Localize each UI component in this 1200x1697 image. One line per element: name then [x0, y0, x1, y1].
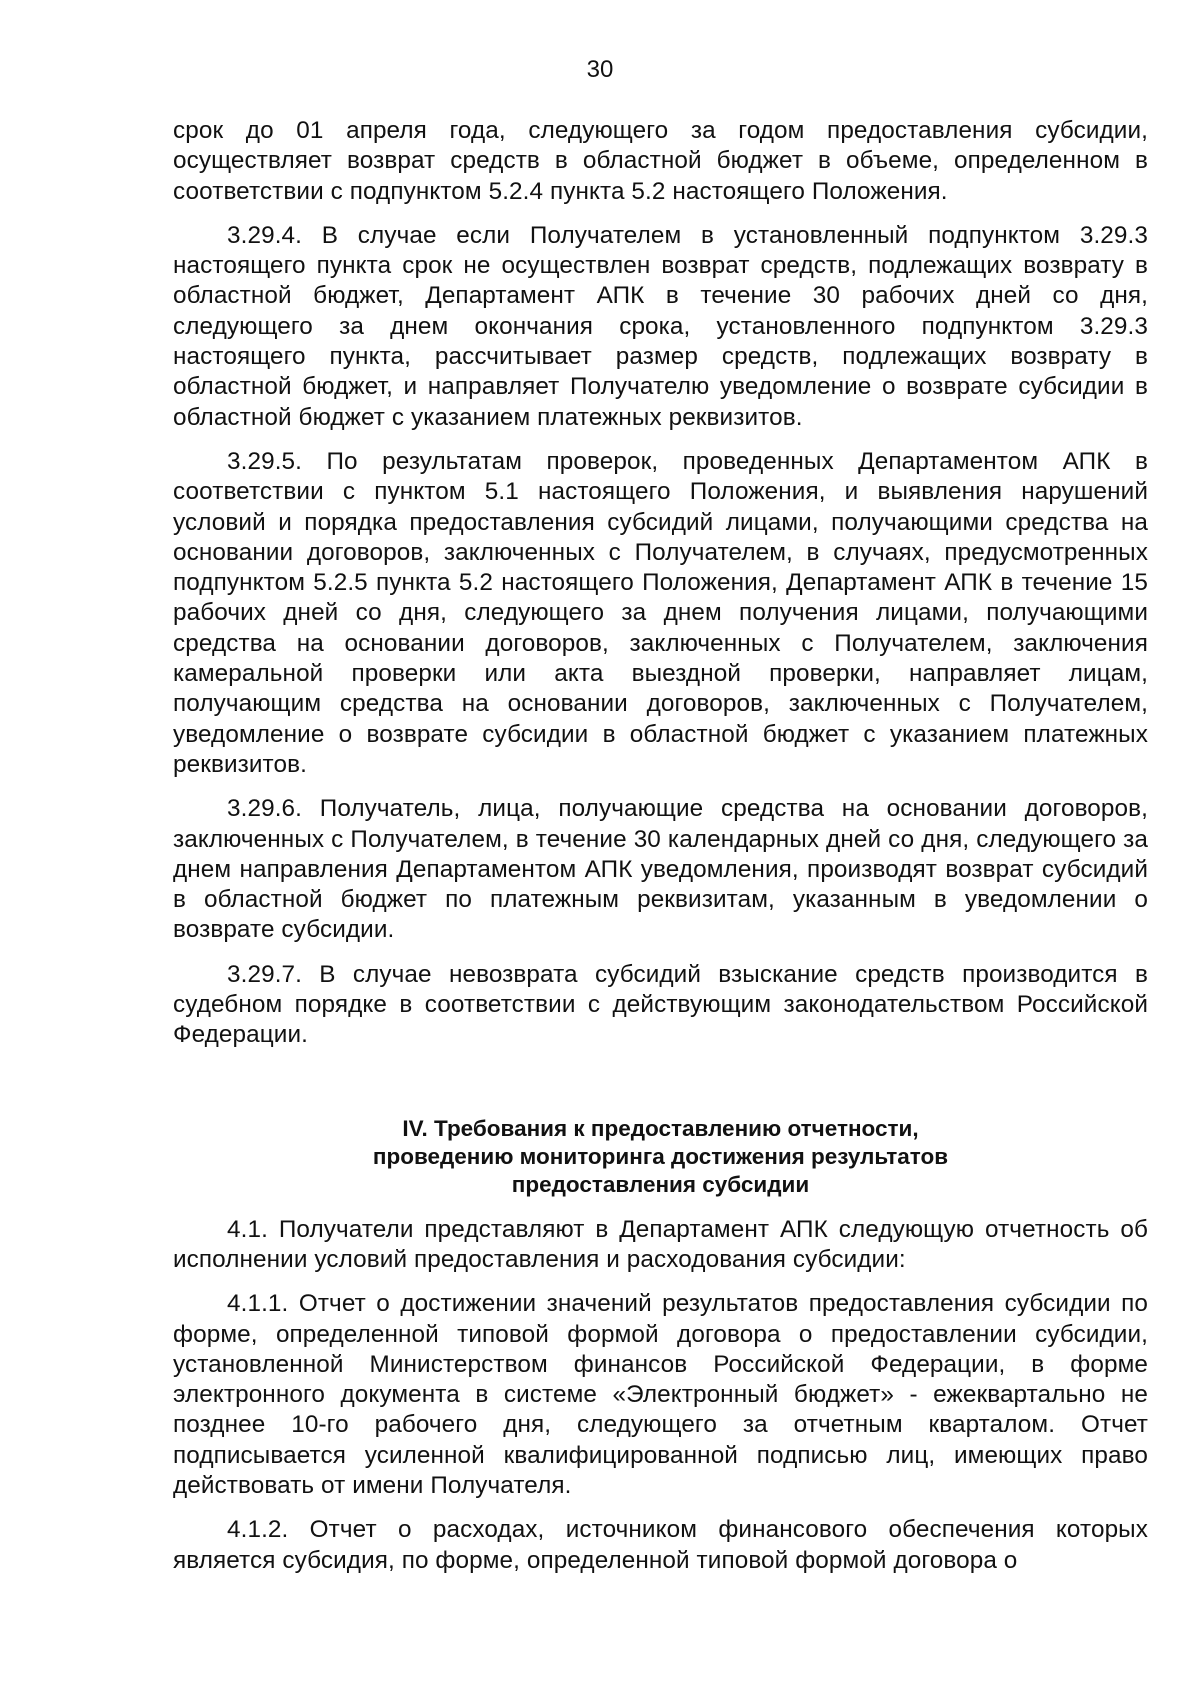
- paragraph-continuation: срок до 01 апреля года, следующего за годом предоставления субсидии, осуществляет возврат средств в областной бюджет в объеме, определенном в соответствии с подпунктом 5.2.4 пункта 5.2 настоящего Положения.: [173, 117, 1148, 205]
- document-body: [173, 116, 1148, 1590]
- section-spacer: [173, 1065, 1148, 1115]
- paragraph-4-1-1: 4.1.1. Отчет о достижении значений результатов предоставления субсидии по форме, определенной типовой формой договора о предоставлении субсидии, установленной Министерством финансов Российской Федерации, в форме электронного документа в системе «Электронный бюджет» - ежеквартально не позднее 10-го рабочего дня, следующего за отчетным кварталом. Отчет подписывается усиленной квалифицированной подписью лиц, имеющих право действовать от имени Получателя.: [173, 1290, 1148, 1499]
- section-title-line: предоставления субсидии: [511, 1171, 810, 1197]
- paragraph-3-29-5: 3.29.5. По результатам проверок, проведенных Департаментом АПК в соответствии с пунктом 5.1 настоящего Положения, и выявления нарушений условий и порядка предоставления субсидий лицами, получающими средства на основании договоров, заключенных с Получателем, в случаях, предусмотренных подпунктом 5.2.5 пункта 5.2 настоящего Положения, Департамент АПК в течение 15 рабочих дней со дня, следующего за днем получения лицами, получающими средства на основании договоров, заключенных с Получателем, заключения камеральной проверки или акта выездной проверки, направляет лицам, получающим средства на основании договоров, заключенных с Получателем, уведомление о возврате субсидии в областной бюджет с указанием платежных реквизитов.: [173, 447, 1148, 778]
- section-title-line: проведению мониторинга достижения результатов: [372, 1143, 949, 1169]
- page-number: 30: [586, 56, 614, 83]
- paragraph-4-1-2: 4.1.2. Отчет о расходах, источником финансового обеспечения которых является субсидия, по форме, определенной типовой формой договора о: [173, 1516, 1148, 1574]
- paragraph-4-1: 4.1. Получатели представляют в Департамент АПК следующую отчетность об исполнении условий предоставления и расходования субсидии:: [173, 1215, 1148, 1273]
- section-title-iv: [173, 1115, 1148, 1199]
- paragraph-3-29-4: 3.29.4. В случае если Получателем в установленный подпунктом 3.29.3 настоящего пункта срок не осуществлен возврат средств, подлежащих возврату в областной бюджет, Департамент АПК в течение 30 рабочих дней со дня, следующего за днем окончания срока, установленного подпунктом 3.29.3 настоящего пункта, рассчитывает размер средств, подлежащих возврату в областной бюджет, и направляет Получателю уведомление о возврате субсидии в областной бюджет с указанием платежных реквизитов.: [173, 221, 1148, 431]
- section-title-line: IV. Требования к предоставлению отчетности,: [402, 1115, 919, 1141]
- paragraph-3-29-7: 3.29.7. В случае невозврата субсидий взыскание средств производится в судебном порядке в соответствии с действующим законодательством Российской Федерации.: [173, 960, 1148, 1049]
- paragraph-3-29-6: 3.29.6. Получатель, лица, получающие средства на основании договоров, заключенных с Получателем, в течение 30 календарных дней со дня, следующего за днем направления Департаментом АПК уведомления, производят возврат субсидий в областной бюджет по платежным реквизитам, указанным в уведомлении о возврате субсидии.: [173, 795, 1148, 944]
